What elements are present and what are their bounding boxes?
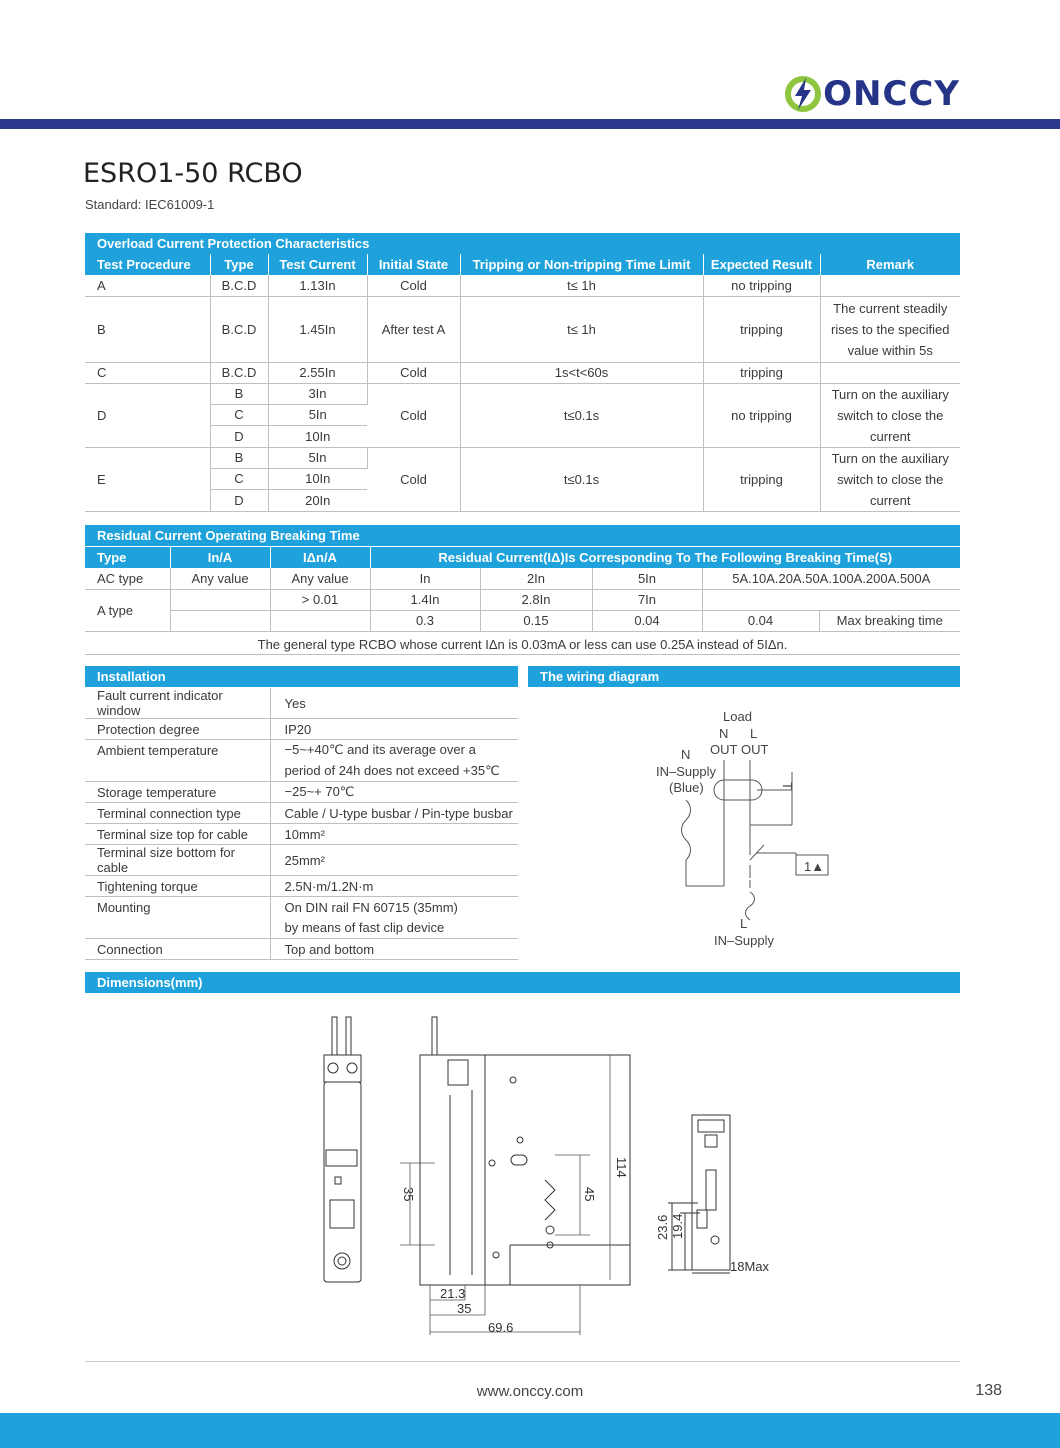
spec-key: Terminal connection type	[85, 803, 270, 824]
spec-key: Ambient temperature	[85, 740, 270, 761]
standard-label: Standard: IEC61009-1	[85, 197, 215, 212]
cell: > 0.01	[270, 589, 370, 610]
residual-note: The general type RCBO whose current IΔn is 0.03mA or less can use 0.25A instead of 5IΔn.	[85, 634, 960, 655]
cell	[170, 589, 270, 610]
cell: t≤0.1s	[460, 383, 703, 447]
cell: 1s<t<60s	[460, 362, 703, 383]
footer-bar	[0, 1413, 1060, 1448]
cell: 0.3	[370, 610, 480, 631]
cell: 2In	[480, 568, 592, 589]
bolt-logo-icon	[783, 74, 823, 114]
cell: 2.8In	[480, 589, 592, 610]
col-header: Residual Current(IΔ)Is Corresponding To The Following Breaking Time(S)	[370, 547, 960, 568]
table-row	[85, 761, 518, 782]
dimensions-heading: Dimensions(mm)	[85, 972, 960, 993]
table-row	[85, 824, 518, 845]
dim-114: 114	[614, 1157, 629, 1178]
col-header: Tripping or Non-tripping Time Limit	[460, 254, 703, 275]
col-header: In/A	[170, 547, 270, 568]
col-header: Test Procedure	[85, 254, 210, 275]
cell: A	[85, 275, 210, 296]
cell: 10In	[268, 468, 367, 489]
table-row	[85, 719, 518, 740]
cell: 1.4In	[370, 589, 480, 610]
header-bar	[0, 119, 1060, 129]
cell: A type	[85, 589, 170, 631]
cell: In	[370, 568, 480, 589]
spec-value: Top and bottom	[270, 939, 518, 960]
cell: AC type	[85, 568, 170, 589]
cell: 5In	[268, 404, 367, 425]
spec-key: Storage temperature	[85, 782, 270, 803]
dim-18-max: 18Max	[730, 1259, 770, 1274]
dim-19-4: 19.4	[670, 1213, 685, 1239]
remark-line: Turn on the auxiliary	[831, 450, 949, 466]
label-out-1: OUT	[710, 742, 738, 757]
cell: 1.13In	[268, 275, 367, 296]
front-view	[324, 1017, 361, 1282]
cell: B	[85, 296, 210, 362]
label-blue: (Blue)	[669, 780, 704, 795]
label-delta: 1▲	[804, 859, 825, 874]
table-row	[85, 918, 518, 939]
dim-35-horizontal: 35	[457, 1301, 472, 1316]
table-row	[85, 897, 518, 918]
remark-line: rises to the specified	[830, 321, 950, 337]
remark-line: current	[870, 428, 911, 444]
spec-value: IP20	[270, 719, 518, 740]
cell: Cold	[367, 275, 460, 296]
spec-key: Fault current indicator window	[85, 688, 270, 719]
wiring-heading: The wiring diagram	[528, 666, 960, 687]
remark-cell	[820, 296, 960, 362]
cell	[702, 589, 960, 610]
label-in-supply-2: IN–Supply	[714, 933, 774, 948]
cell: 1.45In	[268, 296, 367, 362]
cell: Max breaking time	[819, 610, 960, 631]
cell: 7In	[592, 589, 702, 610]
label-out-2: OUT	[741, 742, 769, 757]
cell: Cold	[367, 447, 460, 511]
dim-45: 45	[582, 1187, 597, 1202]
cell: 0.04	[592, 610, 702, 631]
table-row	[85, 383, 960, 404]
table-row	[85, 803, 518, 824]
label-in-supply: IN–Supply	[656, 764, 716, 779]
spec-key: Connection	[85, 939, 270, 960]
label-l-bottom: L	[740, 916, 748, 931]
col-header: Type	[210, 254, 268, 275]
cell: After test A	[367, 296, 460, 362]
cell: D	[85, 383, 210, 447]
cell: C	[210, 404, 268, 425]
residual-header-row	[85, 547, 960, 568]
spec-key: Terminal size bottom for cable	[85, 845, 270, 876]
page-title: ESRO1-50 RCBO	[83, 158, 303, 189]
installation-table	[85, 688, 518, 960]
cell: t≤0.1s	[460, 447, 703, 511]
side-view	[420, 1017, 630, 1285]
spec-value: period of 24h does not exceed +35℃	[270, 761, 518, 782]
spec-value: 10mm²	[270, 824, 518, 845]
dim-35-vertical: 35	[401, 1187, 416, 1202]
dim-23-6: 23.6	[655, 1214, 670, 1240]
dim-21-3: 21.3	[440, 1286, 466, 1301]
spec-key	[85, 918, 270, 939]
cell: 5In	[268, 447, 367, 468]
cell: B	[210, 447, 268, 468]
dimension-labels	[401, 1157, 629, 1335]
page-number: 138	[975, 1382, 1002, 1399]
website-link[interactable]: www.onccy.com	[476, 1383, 584, 1400]
cell: 0.04	[702, 610, 819, 631]
table-row	[85, 740, 518, 761]
col-header: Type	[85, 547, 170, 568]
spec-value: Cable / U-type busbar / Pin-type busbar	[270, 803, 518, 824]
label-l: L	[750, 726, 758, 741]
cell	[820, 362, 960, 383]
table-row	[85, 876, 518, 897]
cell: t≤ 1h	[460, 275, 703, 296]
cell	[820, 275, 960, 296]
cell: Cold	[367, 362, 460, 383]
col-header: Expected Result	[703, 254, 820, 275]
table-row	[85, 568, 960, 589]
table-row	[85, 939, 518, 960]
label-t: T	[780, 782, 795, 790]
cell: tripping	[703, 362, 820, 383]
table-row	[85, 688, 518, 719]
table-row	[85, 589, 960, 610]
label-n: N	[719, 726, 729, 741]
residual-table	[85, 547, 960, 632]
cell: t≤ 1h	[460, 296, 703, 362]
remark-cell	[820, 447, 960, 511]
table-row	[85, 362, 960, 383]
spec-value: On DIN rail FN 60715 (35mm)	[284, 899, 458, 915]
spec-value: by means of fast clip device	[270, 918, 518, 939]
cell: no tripping	[703, 275, 820, 296]
cell: tripping	[703, 296, 820, 362]
cell: 3In	[268, 383, 367, 404]
wiring-diagram	[620, 700, 860, 960]
spec-key: Protection degree	[85, 719, 270, 740]
remark-line: The current steadily	[833, 300, 948, 316]
cell: B.C.D	[210, 296, 268, 362]
cell: no tripping	[703, 383, 820, 447]
cell: 10In	[268, 426, 367, 447]
cell: tripping	[703, 447, 820, 511]
spec-value: −25~+ 70℃	[270, 782, 518, 803]
end-view	[668, 1115, 730, 1273]
spec-value: 2.5N·m/1.2N·m	[270, 876, 518, 897]
overload-heading: Overload Current Protection Characteristics	[85, 233, 960, 254]
overload-header-row	[85, 254, 960, 275]
spec-value: −5~+40℃ and its average over a	[284, 742, 476, 758]
spec-key: Tightening torque	[85, 876, 270, 897]
cell: D	[210, 490, 268, 511]
logo-wordmark: ONCCY	[823, 74, 960, 114]
cell: 2.55In	[268, 362, 367, 383]
cell: 20In	[268, 490, 367, 511]
spec-key	[85, 761, 270, 782]
cell: Cold	[367, 383, 460, 447]
remark-line: switch to close the	[837, 407, 944, 423]
label-load: Load	[723, 709, 752, 724]
cell: B.C.D	[210, 362, 268, 383]
remark-line: current	[870, 492, 911, 508]
dimension-drawing	[300, 1005, 800, 1350]
installation-heading: Installation	[85, 666, 518, 687]
overload-table	[85, 254, 960, 512]
remark-cell	[820, 383, 960, 447]
cell: 0.15	[480, 610, 592, 631]
cell: Any value	[170, 568, 270, 589]
label-n-left: N	[681, 747, 691, 762]
cell: C	[85, 362, 210, 383]
remark-line: Turn on the auxiliary	[831, 386, 949, 402]
col-header: Remark	[820, 254, 960, 275]
remark-line: value within 5s	[847, 342, 933, 358]
cell: B.C.D	[210, 275, 268, 296]
table-row	[85, 447, 960, 468]
cell	[270, 610, 370, 631]
spec-value: 25mm²	[270, 845, 518, 876]
residual-heading: Residual Current Operating Breaking Time	[85, 525, 960, 546]
cell: E	[85, 447, 210, 511]
cell: 5A.10A.20A.50A.100A.200A.500A	[702, 568, 960, 589]
table-row	[85, 296, 960, 362]
cell	[170, 610, 270, 631]
table-row	[85, 845, 518, 876]
spec-key: Terminal size top for cable	[85, 824, 270, 845]
brand-logo	[783, 74, 960, 114]
cell: Any value	[270, 568, 370, 589]
col-header: IΔn/A	[270, 547, 370, 568]
table-row	[85, 782, 518, 803]
dimension-lines	[400, 1055, 610, 1335]
table-row	[85, 275, 960, 296]
footer-divider	[85, 1361, 960, 1362]
cell: 5In	[592, 568, 702, 589]
spec-value: Yes	[270, 688, 518, 719]
cell: B	[210, 383, 268, 404]
cell: C	[210, 468, 268, 489]
col-header: Initial State	[367, 254, 460, 275]
spec-key: Mounting	[85, 897, 270, 918]
table-row	[85, 610, 960, 631]
dim-69-6: 69.6	[488, 1320, 514, 1335]
col-header: Test Current	[268, 254, 367, 275]
cell: D	[210, 426, 268, 447]
remark-line: switch to close the	[837, 471, 944, 487]
